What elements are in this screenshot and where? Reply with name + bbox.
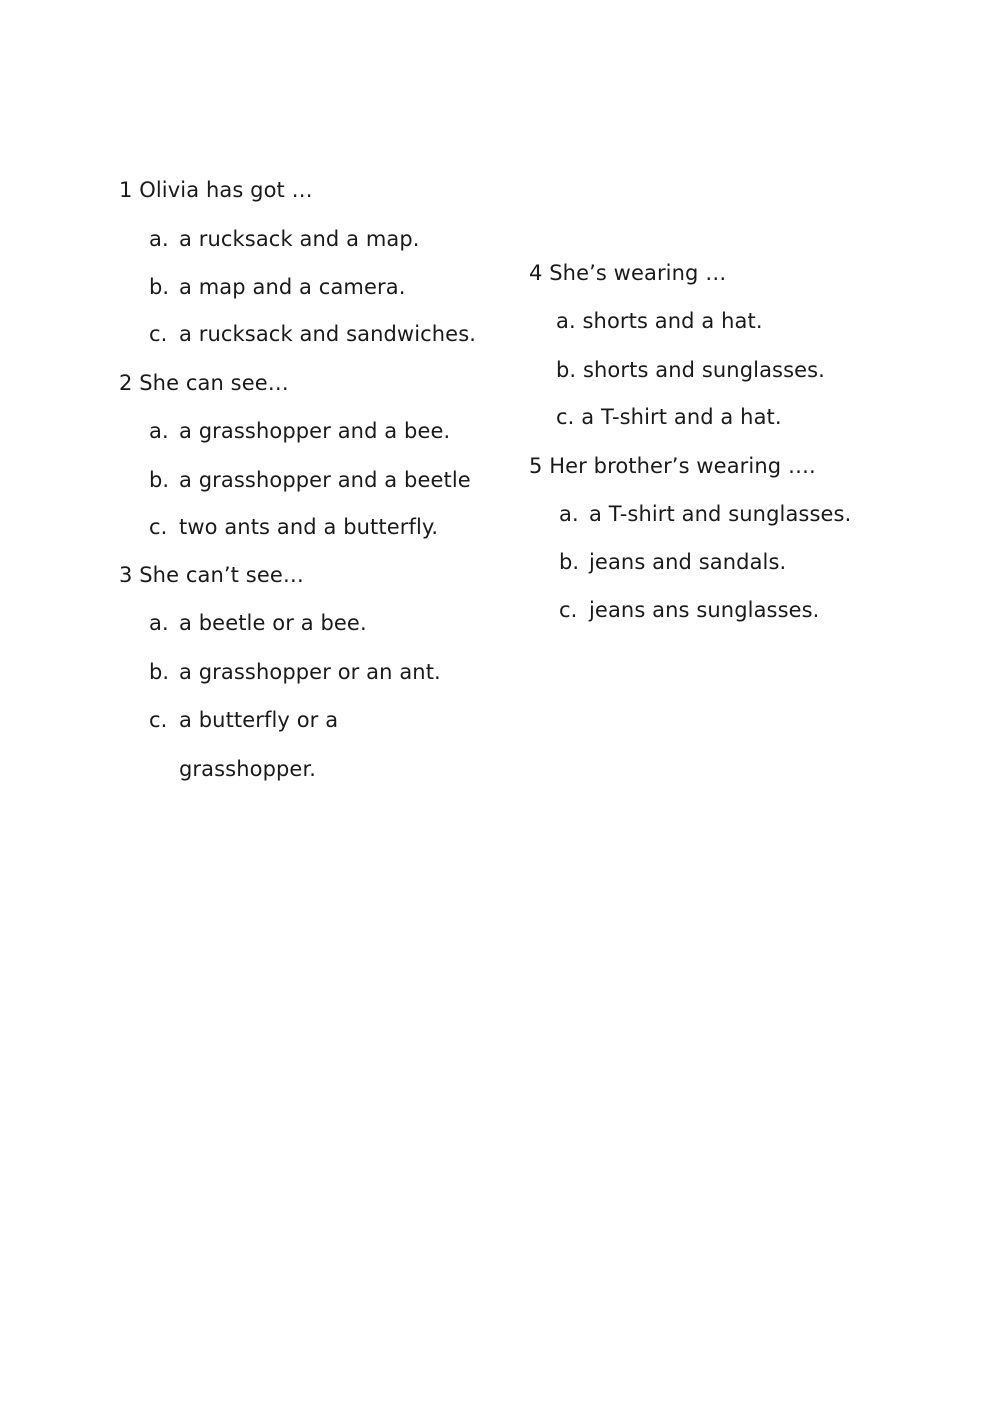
option-letter: a. xyxy=(149,611,169,635)
question-4-option-c: c. a T-shirt and a hat. xyxy=(556,405,782,429)
option-text: two ants and a butterfly. xyxy=(179,515,439,539)
option-text: a grasshopper or an ant. xyxy=(179,660,441,684)
option-text: a butterfly or a xyxy=(179,708,339,732)
option-text: a rucksack and a map. xyxy=(179,227,420,251)
question-5-option-b xyxy=(559,549,786,575)
question-1-stem: 1 Olivia has got … xyxy=(119,178,313,202)
option-text: a grasshopper and a bee. xyxy=(179,419,451,443)
question-4-option-b: b. shorts and sunglasses. xyxy=(556,358,825,382)
question-1-option-c xyxy=(149,321,476,347)
question-3-option-c-continued: grasshopper. xyxy=(179,757,317,781)
option-letter: b. xyxy=(559,550,580,574)
option-letter: b. xyxy=(149,468,170,492)
option-letter: b. xyxy=(149,275,170,299)
question-3-stem: 3 She can’t see… xyxy=(119,563,304,587)
option-text: a grasshopper and a beetle xyxy=(179,468,471,492)
option-text: a T-shirt and sunglasses. xyxy=(589,502,852,526)
option-text: a map and a camera. xyxy=(179,275,406,299)
question-5-option-a xyxy=(559,501,851,527)
question-3-option-a xyxy=(149,610,367,636)
question-4-option-a: a. shorts and a hat. xyxy=(556,309,763,333)
option-letter: c. xyxy=(149,322,168,346)
option-text: jeans and sandals. xyxy=(589,550,787,574)
question-5-option-c xyxy=(559,597,819,623)
option-letter: a. xyxy=(149,227,169,251)
option-letter: b. xyxy=(149,660,170,684)
question-1-option-b xyxy=(149,274,405,300)
question-2-stem: 2 She can see… xyxy=(119,371,289,395)
option-text: a rucksack and sandwiches. xyxy=(179,322,477,346)
option-letter: c. xyxy=(149,708,168,732)
question-3-option-c xyxy=(149,707,338,733)
option-letter: a. xyxy=(149,419,169,443)
question-2-option-a xyxy=(149,418,450,444)
option-letter: c. xyxy=(149,515,168,539)
question-3-option-b xyxy=(149,659,441,685)
question-2-option-b xyxy=(149,467,471,493)
option-text: jeans ans sunglasses. xyxy=(589,598,820,622)
question-4-stem: 4 She’s wearing … xyxy=(529,261,727,285)
option-text: a beetle or a bee. xyxy=(179,611,367,635)
question-1-option-a xyxy=(149,226,420,252)
option-letter: c. xyxy=(559,598,578,622)
option-letter: a. xyxy=(559,502,579,526)
question-5-stem: 5 Her brother’s wearing …. xyxy=(529,454,816,478)
question-2-option-c xyxy=(149,514,438,540)
